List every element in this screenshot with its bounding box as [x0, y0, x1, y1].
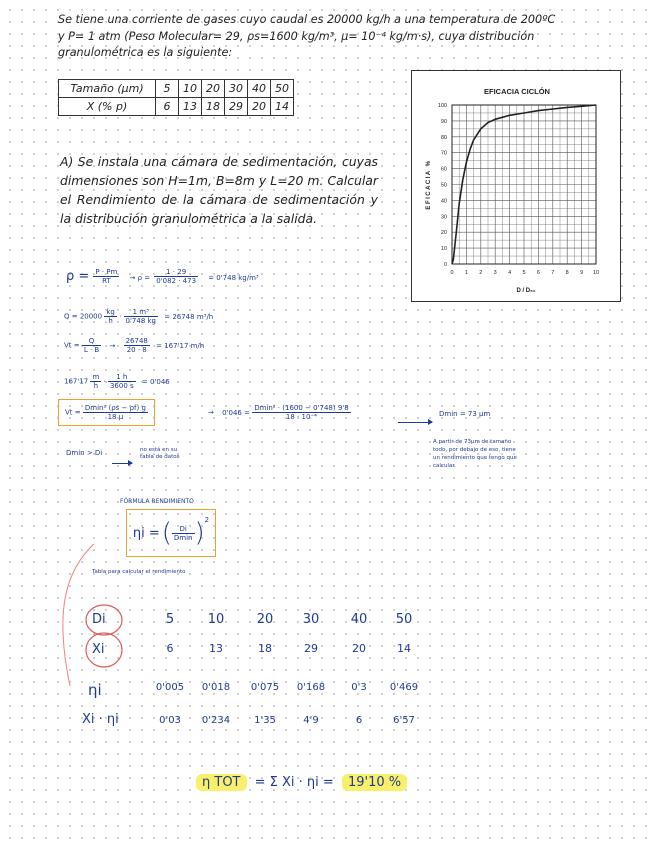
compare-note [140, 447, 180, 461]
y-tick-label: 90 [440, 118, 447, 125]
chart-ylabel: EFICACIA % [426, 159, 432, 210]
conversion-fraction-1 [90, 373, 101, 390]
dmin-note [433, 438, 517, 470]
flow-den-2: 0'748 kg [125, 317, 156, 325]
efficiency-num: Di [172, 525, 195, 534]
x-tick-label: 8 [565, 270, 569, 276]
y-tick-label: 0 [443, 262, 447, 268]
efficiency-fraction [172, 525, 195, 542]
calc-row-xieta-label: Xi · ηi [82, 712, 119, 727]
x-tick-label: 10 [592, 270, 600, 276]
conversion-num-1: m [92, 373, 100, 381]
table-header-size: Tamaño (μm) [59, 80, 156, 98]
conversion-num-2: 1 h [108, 373, 136, 382]
calc-cell-xieta: 1'35 [254, 715, 276, 726]
y-tick-label: 80 [440, 134, 447, 141]
table-cell: 10 [179, 80, 202, 98]
flow-den-1: h [108, 317, 113, 325]
table-cell: 29 [225, 98, 248, 116]
compare-arrow [112, 455, 132, 473]
velocity-equation [64, 337, 204, 354]
y-tick-label: 60 [440, 166, 447, 173]
efficiency-formula-box: ηi = ( $\frac{Di}{Dmin}$ ) $^2$ [126, 509, 216, 557]
dmin-note-line-3: un rendimiento que tengo que [433, 455, 517, 461]
calc-cell-xi: 14 [397, 642, 411, 655]
efficiency-lhs: ηi = [132, 525, 160, 541]
calc-cell-xieta: 6 [355, 715, 363, 726]
calc-cell-eta: 0'005 [155, 682, 185, 693]
y-tick-label: 20 [440, 230, 447, 237]
conversion-fraction-2 [108, 373, 136, 390]
calc-cell-eta: 0'168 [296, 682, 326, 693]
x-tick-label: 3 [493, 270, 497, 276]
x-tick-label: 2 [479, 270, 483, 276]
calc-cell-xieta: 6'57 [393, 715, 415, 726]
compare-note-line-2: tabla de datos [140, 454, 180, 460]
calc-cell-di: 40 [350, 612, 368, 627]
part-a-question: A) Se instala una cámara de sedimentación, cuyas dimensiones son H=1m, B=8m y L=20 m. Calcular el Rendimiento de la cámara de sedimentación y la distribución granulométrica a la salida. [60, 154, 378, 226]
statement-line-3: granulométrica es la siguiente: [58, 46, 233, 59]
chart-xlabel: D / D₅₀ [516, 288, 536, 294]
stokes-fraction-values [252, 404, 350, 421]
stokes-lhs: Vt = [65, 408, 81, 417]
dmin-result: Dmin = 73 μm [439, 410, 491, 418]
conversion-den-2: 3600 s [109, 382, 134, 390]
chart-grid [452, 105, 596, 264]
table-cell: 13 [179, 98, 202, 116]
calc-cell-di: 20 [256, 612, 274, 627]
density-den-values: 0'082 · 473 [156, 277, 197, 285]
conversion-equation: 167'17 $\frac{m}{h}$ · $\frac{1 h}{3600 s}$ = 0'046 [64, 373, 170, 390]
table-header-percent: X (% p) [59, 98, 156, 116]
dmin-note-line-1: A partir de 73μm de tamaño [433, 439, 512, 445]
calc-cell-xi: 6 [166, 642, 174, 655]
density-fraction-values [154, 268, 198, 285]
calc-cell-di: 10 [207, 612, 225, 627]
x-tick-label: 5 [522, 270, 526, 276]
calc-cell-xi: 13 [209, 642, 223, 655]
flow-num-2: 1 m³ [124, 308, 158, 317]
flow-num-1: kg [106, 308, 115, 316]
density-lhs: ρ = [66, 269, 90, 284]
velocity-den-1: L · B [83, 346, 100, 354]
density-den: RT [102, 277, 111, 285]
x-tick-label: 7 [551, 270, 555, 276]
density-fraction [93, 268, 119, 285]
density-num: P · Pm [95, 268, 118, 276]
total-result: 19'10 % [342, 774, 407, 791]
efficiency-exponent: 2 [204, 516, 210, 524]
calc-cell-xi: 18 [258, 642, 272, 655]
calc-cell-xieta: 0'234 [201, 715, 231, 726]
compare-expression: Dmin > Di [66, 449, 103, 457]
table-row-percents [59, 98, 294, 116]
stokes-formula-box [58, 399, 155, 426]
total-efficiency [196, 775, 407, 790]
compare-statement [66, 449, 102, 457]
calc-cell-di: 5 [165, 612, 175, 627]
velocity-result: = 167'17 m/h [156, 341, 205, 350]
y-tick-label: 50 [440, 182, 447, 189]
velocity-den-2: 20 · 8 [126, 346, 147, 354]
conversion-lhs: 167'17 [64, 377, 89, 386]
x-tick-label: 6 [536, 270, 540, 276]
flow-result: = 26748 m³/h [164, 312, 214, 321]
calc-cell-xi: 20 [352, 642, 366, 655]
stokes-arrow: → [208, 408, 214, 417]
stokes-fraction [83, 404, 148, 421]
formula-label: FÓRMULA RENDIMIENTO [120, 498, 194, 505]
distribution-table [58, 79, 294, 116]
x-tick-label: 9 [580, 270, 584, 276]
calc-cell-eta: 0'018 [201, 682, 231, 693]
stokes-den: 18 μ [107, 413, 124, 421]
efficiency-chart-svg [412, 71, 620, 301]
velocity-fraction-1 [82, 337, 101, 354]
total-lhs: η TOT [196, 774, 247, 791]
velocity-num-1: Q [82, 337, 101, 346]
stokes-num-values: Dmin² · (1600 − 0'748) 9'8 [254, 404, 349, 412]
table-cell: 50 [271, 80, 294, 98]
table-cell: 30 [225, 80, 248, 98]
stokes-substitution [208, 404, 351, 421]
efficiency-den: Dmin [173, 533, 193, 542]
table-cell: 5 [156, 80, 179, 98]
problem-statement [58, 12, 556, 62]
efficiency-chart [411, 70, 621, 302]
x-tick-label: 1 [464, 270, 468, 276]
density-mid: → ρ = [129, 274, 151, 282]
calc-row-di-label: Di [92, 612, 106, 627]
velocity-arrow: → [109, 341, 116, 350]
calc-cell-di: 30 [302, 612, 320, 627]
statement-line-2: y P= 1 atm (Peso Molecular= 29, ρs=1600 kg/m³, μ= 10⁻⁴ kg/m·s), cuya distribución [58, 29, 535, 43]
table-cell: 20 [248, 98, 271, 116]
chart-title: EFICACIA CICLÓN [484, 87, 550, 96]
calc-row-eta-label: ηi [88, 681, 102, 699]
calc-row-xi-label: Xi [92, 642, 105, 657]
velocity-num-2: 26748 [125, 337, 148, 345]
flow-equation: Q = 20000 $\frac{kg}{h}$ · $\frac{\text{1 m³}}{0'748 kg}$ = 26748 m³/h [64, 308, 214, 325]
flow-fraction-2 [124, 308, 158, 325]
total-eq: = Σ Xi · ηi = [254, 775, 334, 790]
velocity-lhs: Vt = [64, 341, 80, 350]
dmin-note-line-4: calcular. [433, 463, 456, 469]
x-tick-label: 0 [450, 270, 454, 276]
table-cell: 20 [202, 80, 225, 98]
flow-fraction-1 [104, 308, 117, 325]
calc-cell-xi: 29 [304, 642, 318, 655]
stokes-result-arrow [398, 414, 432, 432]
calc-cell-xieta: 0'03 [159, 715, 181, 726]
stokes-num: Dmin² (ρs − ρf) g [84, 404, 146, 412]
conversion-result: = 0'046 [141, 377, 170, 386]
conversion-den-1: h [93, 382, 99, 390]
density-result: = 0'748 kg/m³ [208, 274, 259, 282]
y-tick-label: 100 [437, 103, 447, 109]
dmin-note-line-2: todo, por debajo de eso, tiene [433, 447, 516, 453]
x-tick-label: 4 [508, 270, 512, 276]
table-cell: 18 [202, 98, 225, 116]
stokes-mid: 0'046 = [222, 408, 250, 417]
flow-lhs: Q = 20000 [64, 312, 103, 321]
table-cell: 6 [156, 98, 179, 116]
density-num-values: 1 · 29 [154, 268, 198, 277]
table-cell: 14 [271, 98, 294, 116]
calc-cell-eta: 0'469 [389, 682, 419, 693]
y-tick-label: 10 [440, 246, 447, 253]
calc-cell-di: 50 [395, 612, 413, 627]
table-cell: 40 [248, 80, 271, 98]
calc-cell-eta: 0'075 [250, 682, 280, 693]
calc-cell-eta: 0'3 [351, 682, 367, 693]
calc-cell-xieta: 4'9 [303, 715, 319, 726]
stokes-den-values: 18 · 10⁻⁴ [285, 413, 317, 421]
table-calc-label: Tabla para calcular el rendimiento [92, 569, 186, 575]
y-tick-label: 70 [440, 150, 447, 157]
density-equation [66, 268, 259, 285]
velocity-fraction-2 [124, 337, 150, 354]
statement-line-1: Se tiene una corriente de gases cuyo caudal es 20000 kg/h a una temperatura de 200ºC [58, 13, 556, 26]
table-row-sizes [59, 80, 294, 98]
y-tick-label: 30 [440, 214, 447, 221]
y-tick-label: 40 [440, 198, 447, 205]
compare-note-line-1: no está en su [140, 447, 178, 453]
